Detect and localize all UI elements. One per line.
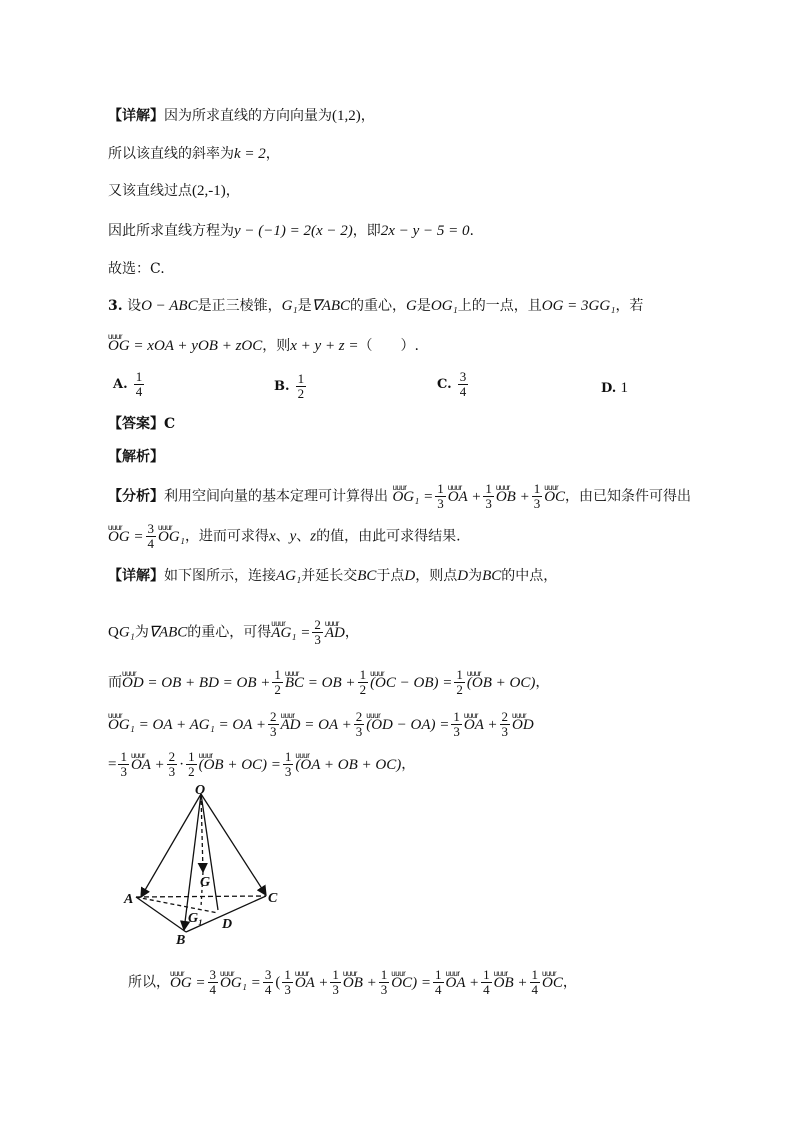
text: ，由已知条件可得出 <box>565 488 692 505</box>
fenxi-line-1 <box>108 482 691 511</box>
math: uuur AD <box>325 623 345 643</box>
text: 而 <box>108 674 122 691</box>
question-number: 3. <box>108 298 123 314</box>
math-direction-vector: (1,2) <box>332 108 361 124</box>
text: 故选：C. <box>108 261 165 277</box>
text: 的重心，可得 <box>187 624 272 641</box>
math: uuur AD = OA + <box>281 715 352 735</box>
fraction: $\frac{1}{3}$ <box>453 709 460 739</box>
math: uuur (OA + OB + OC) <box>295 755 401 775</box>
answer: 【答案】C <box>108 416 176 432</box>
math: uuur (OC − OB) = <box>370 673 452 693</box>
option-label: D. <box>601 381 617 396</box>
math: G <box>406 298 417 314</box>
fraction: $\frac{1}{3}$ <box>120 749 127 779</box>
numerator: 1 <box>135 369 143 384</box>
math: O − ABC <box>141 298 198 314</box>
text: ， <box>562 974 577 991</box>
xiangjie-line-6 <box>128 968 577 997</box>
fraction: $\frac{1}{3}$ <box>332 967 339 997</box>
tetrahedron-figure <box>120 782 320 952</box>
text: 是 <box>416 298 431 314</box>
math: uuur (OD − OA) = <box>366 715 449 735</box>
text: ，则点 <box>415 568 458 584</box>
detail-line-1 <box>108 106 375 126</box>
math: BC <box>482 568 502 584</box>
math: D <box>457 568 469 584</box>
fraction: $\frac{1}{2}$ <box>188 749 195 779</box>
text: 的重心， <box>350 298 407 314</box>
math: uuur OA + <box>295 973 329 993</box>
fraction: $\frac{1}{4}$ <box>483 967 490 997</box>
numerator: 1 <box>297 371 305 386</box>
text: 又该直线过点 <box>108 183 192 199</box>
math: uuur OC <box>542 973 563 993</box>
text: ，即 <box>352 223 381 239</box>
answer-line <box>108 414 175 434</box>
text: ， <box>401 756 416 773</box>
fraction <box>458 370 469 399</box>
math: = <box>108 756 117 773</box>
text: 如下图所示，连接 <box>164 568 276 584</box>
analysis-line <box>108 447 164 467</box>
label-a: A <box>124 892 134 907</box>
detail-line-2 <box>108 144 280 164</box>
analysis-tag: 【解析】 <box>108 449 164 465</box>
math: OG = 3GG₁ <box>541 298 616 314</box>
text: ，若 <box>615 298 644 314</box>
detail-line-3 <box>108 181 240 201</box>
fraction: $\frac{2}{3}$ <box>355 709 363 739</box>
math: x <box>268 528 276 545</box>
math: uuur OA + <box>464 715 498 735</box>
text: ， <box>225 183 240 199</box>
text: 于点 <box>376 568 405 584</box>
text: 、 <box>275 528 290 545</box>
text: ， <box>265 146 280 162</box>
math: z <box>310 528 317 545</box>
fraction: $\frac{1}{3}$ <box>533 481 541 511</box>
fraction: $\frac{1}{2}$ <box>456 667 463 697</box>
text: 所以， <box>128 974 170 991</box>
denominator: 4 <box>135 384 143 399</box>
fraction: $\frac{1}{3}$ <box>380 967 388 997</box>
math: uuur OA + <box>448 487 482 507</box>
text: 、 <box>296 528 311 545</box>
denominator: 4 <box>459 384 467 399</box>
math: ∇ABC <box>148 624 188 641</box>
fraction: $\frac{3}{4}$ <box>264 967 272 997</box>
math: uuur OD <box>512 715 534 735</box>
math: OG₁ <box>430 298 458 314</box>
math: uuur (OB + OC) <box>467 673 535 693</box>
math: uuur (OB + OC) = <box>199 755 281 775</box>
math: x + y + z = <box>290 338 359 354</box>
text: ， <box>360 108 375 124</box>
math: AG₁ <box>276 568 302 584</box>
math: uuur OA + <box>131 755 165 775</box>
xiangjie-line-3 <box>108 668 549 697</box>
math: uuur OA + <box>446 973 480 993</box>
fraction: $\frac{2}{3}$ <box>501 709 508 739</box>
text: 所以该直线的斜率为 <box>108 146 234 162</box>
math: Q <box>108 624 119 641</box>
text: （ ）. <box>358 338 419 354</box>
math: uuur OC) = <box>391 973 431 993</box>
math: G₁ <box>118 624 135 641</box>
math: uuur OB + <box>496 487 530 507</box>
math: uuur OG₁ = <box>220 973 261 993</box>
option-b <box>274 372 308 401</box>
text: 是 <box>297 298 312 314</box>
fraction: $\frac{3}{4}$ <box>147 521 155 551</box>
fraction: $\frac{1}{3}$ <box>284 967 291 997</box>
fraction: $\frac{1}{2}$ <box>359 667 367 697</box>
math: uuur OC <box>544 487 565 507</box>
math: ( <box>275 974 281 991</box>
math-slope: k = 2 <box>234 146 266 162</box>
fenxi-line-2 <box>108 522 461 551</box>
math: uuur OB + <box>343 973 377 993</box>
fraction: $\frac{1}{3}$ <box>485 481 492 511</box>
math: · <box>179 756 185 773</box>
math-vector-equation: uuur OG = xOA + yOB + zOC <box>108 336 262 356</box>
option-value: 1 <box>620 380 628 396</box>
math: D <box>404 568 416 584</box>
fraction: $\frac{1}{3}$ <box>284 749 292 779</box>
math-og1: uuur OG₁ = <box>392 487 433 507</box>
option-label: A. <box>113 377 128 392</box>
fraction: $\frac{1}{4}$ <box>531 967 538 997</box>
q3-stem-line-1 <box>108 296 643 316</box>
text: ，进而可求得 <box>184 528 269 545</box>
fraction: $\frac{2}{3}$ <box>270 709 277 739</box>
label-g1: G₁ <box>188 911 203 926</box>
q3-stem-line-2 <box>108 336 419 356</box>
denominator: 2 <box>297 386 305 401</box>
math: y <box>289 528 297 545</box>
detail-tag: 【详解】 <box>108 108 164 124</box>
text: 并延长交 <box>301 568 358 584</box>
fraction <box>134 370 145 399</box>
xiangjie-line-1 <box>108 566 557 586</box>
text: . <box>469 223 474 239</box>
math-line-general: 2x − y − 5 = 0 <box>380 223 470 239</box>
math: BC <box>357 568 377 584</box>
option-label: B. <box>274 379 290 394</box>
math: uuur OG = <box>108 527 144 547</box>
math: ∇ABC <box>311 298 351 314</box>
text: ， <box>344 624 359 641</box>
text: 为 <box>468 568 483 584</box>
text: ， <box>535 674 550 691</box>
text: 利用空间向量的基本定理可计算得出 <box>164 488 388 505</box>
label-b: B <box>176 933 186 948</box>
math: uuur AG₁ = <box>271 623 310 643</box>
text: ，则 <box>262 338 291 354</box>
text: 上的一点，且 <box>457 298 542 314</box>
text: 为 <box>134 624 149 641</box>
fraction: $\frac{1}{3}$ <box>437 481 444 511</box>
text: 因为所求直线的方向向量为 <box>164 108 332 124</box>
fraction: $\frac{2}{3}$ <box>314 617 321 647</box>
label-c: C <box>268 891 278 906</box>
option-c <box>437 370 470 399</box>
fenxi-tag: 【分析】 <box>108 488 164 505</box>
text: 的中点， <box>501 568 558 584</box>
math: uuur OG₁ = OA + AG₁ = OA + <box>108 715 266 735</box>
xiangjie-tag: 【详解】 <box>108 568 164 584</box>
detail-line-4 <box>108 221 474 241</box>
option-d <box>601 380 628 397</box>
xiangjie-line-2 <box>108 618 359 647</box>
fraction: $\frac{3}{4}$ <box>209 967 217 997</box>
label-g: G <box>200 875 211 890</box>
numerator: 3 <box>459 369 467 384</box>
math-line-equation: y − (−1) = 2(x − 2) <box>234 223 353 239</box>
fraction: $\frac{2}{3}$ <box>168 749 176 779</box>
detail-line-5 <box>108 259 165 279</box>
math: uuur OD = OB + BD = OB + <box>122 673 270 693</box>
xiangjie-line-5 <box>108 750 415 779</box>
label-o: O <box>195 783 206 798</box>
text: 因此所求直线方程为 <box>108 223 234 239</box>
label-d: D <box>222 917 233 932</box>
math: uuur BC = OB + <box>285 673 356 693</box>
fraction: $\frac{1}{2}$ <box>274 667 281 697</box>
text: 的值，由此可求得结果. <box>316 528 461 545</box>
option-label: C. <box>437 377 452 392</box>
fraction: $\frac{1}{4}$ <box>435 967 442 997</box>
math: G₁ <box>281 298 298 314</box>
fraction <box>296 372 307 401</box>
math-point: (2,-1) <box>192 183 226 199</box>
text: 是正三棱锥， <box>197 298 282 314</box>
math: uuur OG₁ <box>158 527 185 547</box>
text: 设 <box>127 298 142 314</box>
math: uuur OG = <box>170 973 206 993</box>
option-a <box>113 370 146 399</box>
math: uuur OB + <box>494 973 528 993</box>
xiangjie-line-4 <box>108 710 534 739</box>
